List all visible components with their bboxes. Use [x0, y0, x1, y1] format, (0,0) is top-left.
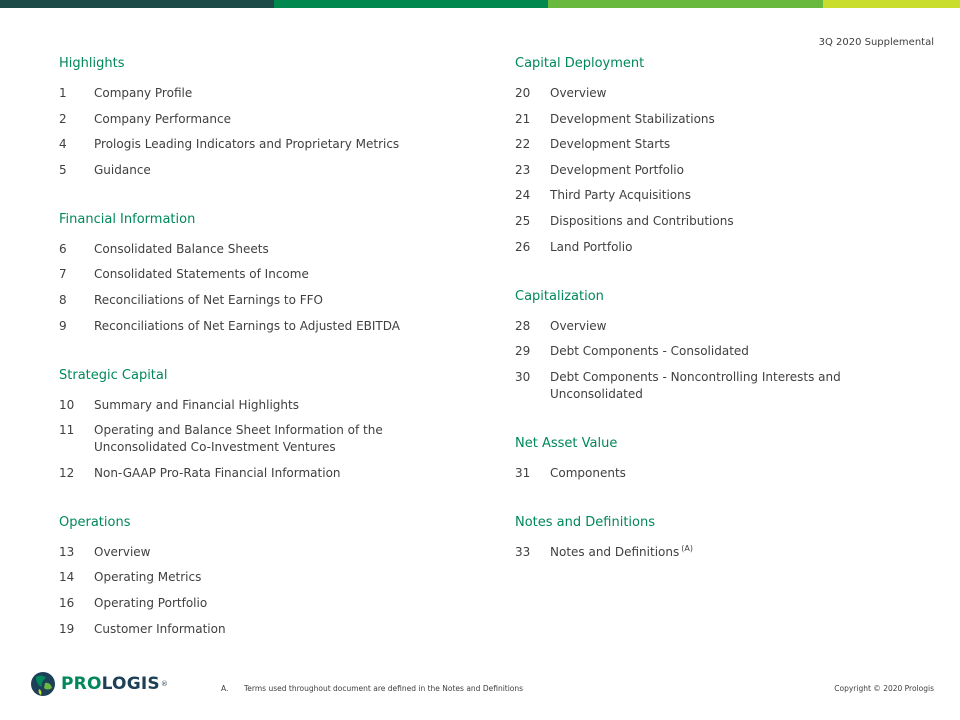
- toc-item-label: [550, 343, 875, 360]
- section-title: Highlights: [59, 56, 125, 71]
- color-bar-segment: [274, 0, 548, 8]
- logo-wordmark: PROLOGIS: [61, 674, 160, 694]
- toc-item[interactable]: [59, 136, 459, 153]
- toc-item[interactable]: [59, 111, 459, 128]
- page-number: 28: [515, 318, 531, 333]
- toc-item-text: Consolidated Statements of Income: [94, 267, 309, 282]
- toc-item-text: Operating and Balance Sheet Information of the Unconsolidated Co-Investment Ventures: [94, 423, 383, 455]
- page-number: 7: [59, 267, 67, 282]
- page-number: 11: [59, 423, 75, 438]
- toc-item-list: [59, 397, 459, 482]
- toc-item[interactable]: [515, 239, 875, 256]
- toc-item-text: Company Performance: [94, 111, 231, 126]
- toc-item-label: [550, 465, 875, 482]
- toc-item-label: [550, 239, 875, 256]
- toc-section: [59, 211, 459, 335]
- toc-item-label: [550, 136, 875, 153]
- toc-item[interactable]: [59, 318, 459, 335]
- toc-item-list: [515, 544, 875, 561]
- toc-item-label: [94, 465, 459, 482]
- toc-item-text: Customer Information: [94, 621, 226, 636]
- toc-item-label: [94, 595, 459, 612]
- footnote-reference: (A): [681, 543, 693, 553]
- toc-item[interactable]: [59, 266, 459, 283]
- toc-item-label: [94, 544, 459, 561]
- toc-item-text: Components: [550, 465, 626, 480]
- page-number: 9: [59, 318, 67, 333]
- toc-item-label: [94, 422, 459, 456]
- toc-item-label: [550, 369, 875, 403]
- page-number: 6: [59, 241, 67, 256]
- toc-item-label: [94, 241, 459, 258]
- page-number: 5: [59, 162, 67, 177]
- color-bar-segment: [0, 0, 274, 8]
- toc-item[interactable]: [59, 595, 459, 612]
- toc-section: [515, 435, 875, 482]
- toc-item-text: Company Profile: [94, 86, 193, 100]
- supplemental-label: 3Q 2020 Supplemental: [818, 37, 934, 48]
- footnote: [221, 684, 523, 693]
- page-number: 22: [515, 137, 531, 152]
- toc-item-label: [550, 111, 875, 128]
- page-number: 23: [515, 162, 531, 177]
- page-number: 2: [59, 111, 67, 126]
- toc-item-list: [59, 544, 459, 638]
- toc-item-text: Non-GAAP Pro-Rata Financial Information: [94, 465, 341, 480]
- page-number: 16: [59, 595, 75, 610]
- toc-item-label: [550, 162, 875, 179]
- toc-item-label: [550, 187, 875, 204]
- toc-section: [59, 55, 459, 179]
- page-number: 20: [515, 86, 531, 100]
- toc-item-text: Summary and Financial Highlights: [94, 397, 299, 412]
- toc-item[interactable]: [515, 343, 875, 360]
- page-number: 1: [59, 86, 67, 100]
- toc-item-label: [94, 569, 459, 586]
- toc-item-label: [94, 136, 459, 153]
- toc-section: [515, 55, 875, 256]
- toc-item-list: [59, 85, 459, 179]
- section-title: Notes and Definitions: [515, 514, 655, 530]
- footnote-text: Terms used throughout document are defined in the Notes and Definitions: [244, 684, 524, 693]
- registered-mark: ®: [160, 680, 168, 688]
- toc-item[interactable]: [515, 318, 875, 335]
- page-number: 12: [59, 465, 75, 480]
- toc-item-text: Operating Metrics: [94, 570, 202, 585]
- prologis-logo: [30, 671, 168, 697]
- toc-item[interactable]: [515, 369, 875, 403]
- toc-item-text: Third Party Acquisitions: [550, 188, 692, 203]
- section-title: Capitalization: [515, 288, 604, 304]
- section-title: Strategic Capital: [59, 367, 168, 383]
- page-number: 21: [515, 111, 531, 126]
- page-number: 4: [59, 137, 67, 152]
- toc-item[interactable]: [59, 162, 459, 179]
- section-title: Net Asset Value: [515, 435, 618, 451]
- page-number: 8: [59, 292, 67, 307]
- toc-item-list: [515, 465, 875, 482]
- right-column: [515, 55, 875, 593]
- toc-section: [59, 367, 459, 482]
- section-title: Operations: [59, 514, 131, 530]
- toc-item-label: [94, 111, 459, 128]
- copyright: Copyright © 2020 Prologis: [834, 684, 934, 693]
- toc-item[interactable]: [515, 85, 875, 102]
- toc-item-label: [550, 318, 875, 335]
- toc-item-list: [59, 241, 459, 335]
- top-color-bar: [0, 0, 960, 8]
- page-number: 29: [515, 344, 531, 359]
- toc-item-label: [550, 85, 875, 102]
- toc-item-text: Development Stabilizations: [550, 111, 715, 126]
- page-number: 24: [515, 188, 531, 203]
- toc-item-text: Notes and Definitions: [550, 544, 680, 559]
- toc-item-label: [94, 621, 459, 638]
- toc-item-text: Overview: [550, 318, 607, 333]
- toc-section: [515, 514, 875, 561]
- toc-item-text: Overview: [94, 544, 151, 559]
- toc-item-label: [94, 266, 459, 283]
- toc-item[interactable]: [59, 241, 459, 258]
- toc-item-text: Dispositions and Contributions: [550, 213, 734, 228]
- toc-item[interactable]: [59, 422, 459, 456]
- page-number: 31: [515, 465, 531, 480]
- toc-item[interactable]: [515, 544, 875, 561]
- toc-item-label: [94, 397, 459, 414]
- page-number: 13: [59, 544, 75, 559]
- section-title: Capital Deployment: [515, 56, 645, 71]
- toc-item[interactable]: [515, 465, 875, 482]
- toc-item-text: Guidance: [94, 162, 151, 177]
- page-number: 10: [59, 397, 75, 412]
- toc-item-label: [94, 318, 459, 335]
- toc-item-text: Operating Portfolio: [94, 595, 208, 610]
- toc-item-list: [515, 85, 875, 256]
- toc-item-label: [550, 213, 875, 230]
- toc-item[interactable]: [59, 544, 459, 561]
- toc-item-text: Development Portfolio: [550, 162, 684, 177]
- toc-item-label: [94, 85, 459, 102]
- toc-item[interactable]: [59, 621, 459, 638]
- toc-item-label: [94, 292, 459, 309]
- toc-item[interactable]: [59, 85, 459, 102]
- toc-item[interactable]: [515, 111, 875, 128]
- toc-item-text: Reconciliations of Net Earnings to Adjusted EBITDA: [94, 318, 400, 333]
- toc-item[interactable]: [59, 569, 459, 586]
- toc-item[interactable]: [515, 136, 875, 153]
- toc-item-text: Land Portfolio: [550, 239, 633, 254]
- toc-section: [515, 288, 875, 403]
- toc-item-label: [550, 544, 875, 561]
- page-number: 19: [59, 621, 75, 636]
- toc-item[interactable]: [59, 397, 459, 414]
- section-title: Financial Information: [59, 211, 196, 227]
- page-number: 26: [515, 239, 531, 254]
- toc-item-text: Development Starts: [550, 137, 671, 152]
- toc-item-text: Overview: [550, 86, 607, 100]
- toc-item-label: [94, 162, 459, 179]
- toc-item-text: Debt Components - Consolidated: [550, 344, 749, 359]
- page-number: 33: [515, 544, 531, 559]
- toc-item[interactable]: [515, 187, 875, 204]
- toc-item[interactable]: [515, 162, 875, 179]
- color-bar-segment: [548, 0, 823, 8]
- globe-icon: [30, 671, 56, 697]
- toc-item[interactable]: [59, 292, 459, 309]
- toc-item[interactable]: [59, 465, 459, 482]
- left-column: [59, 55, 459, 670]
- toc-section: [59, 514, 459, 638]
- color-bar-segment: [823, 0, 960, 8]
- toc-item-text: Reconciliations of Net Earnings to FFO: [94, 292, 323, 307]
- page-number: 30: [515, 369, 531, 384]
- toc-item-list: [515, 318, 875, 403]
- page-number: 25: [515, 213, 531, 228]
- toc-item-text: Prologis Leading Indicators and Proprietary Metrics: [94, 137, 400, 152]
- footnote-marker: A.: [221, 684, 229, 693]
- page-number: 14: [59, 570, 75, 585]
- toc-item[interactable]: [515, 213, 875, 230]
- toc-item-text: Consolidated Balance Sheets: [94, 241, 269, 256]
- toc-item-text: Debt Components - Noncontrolling Interests and Unconsolidated: [550, 369, 841, 401]
